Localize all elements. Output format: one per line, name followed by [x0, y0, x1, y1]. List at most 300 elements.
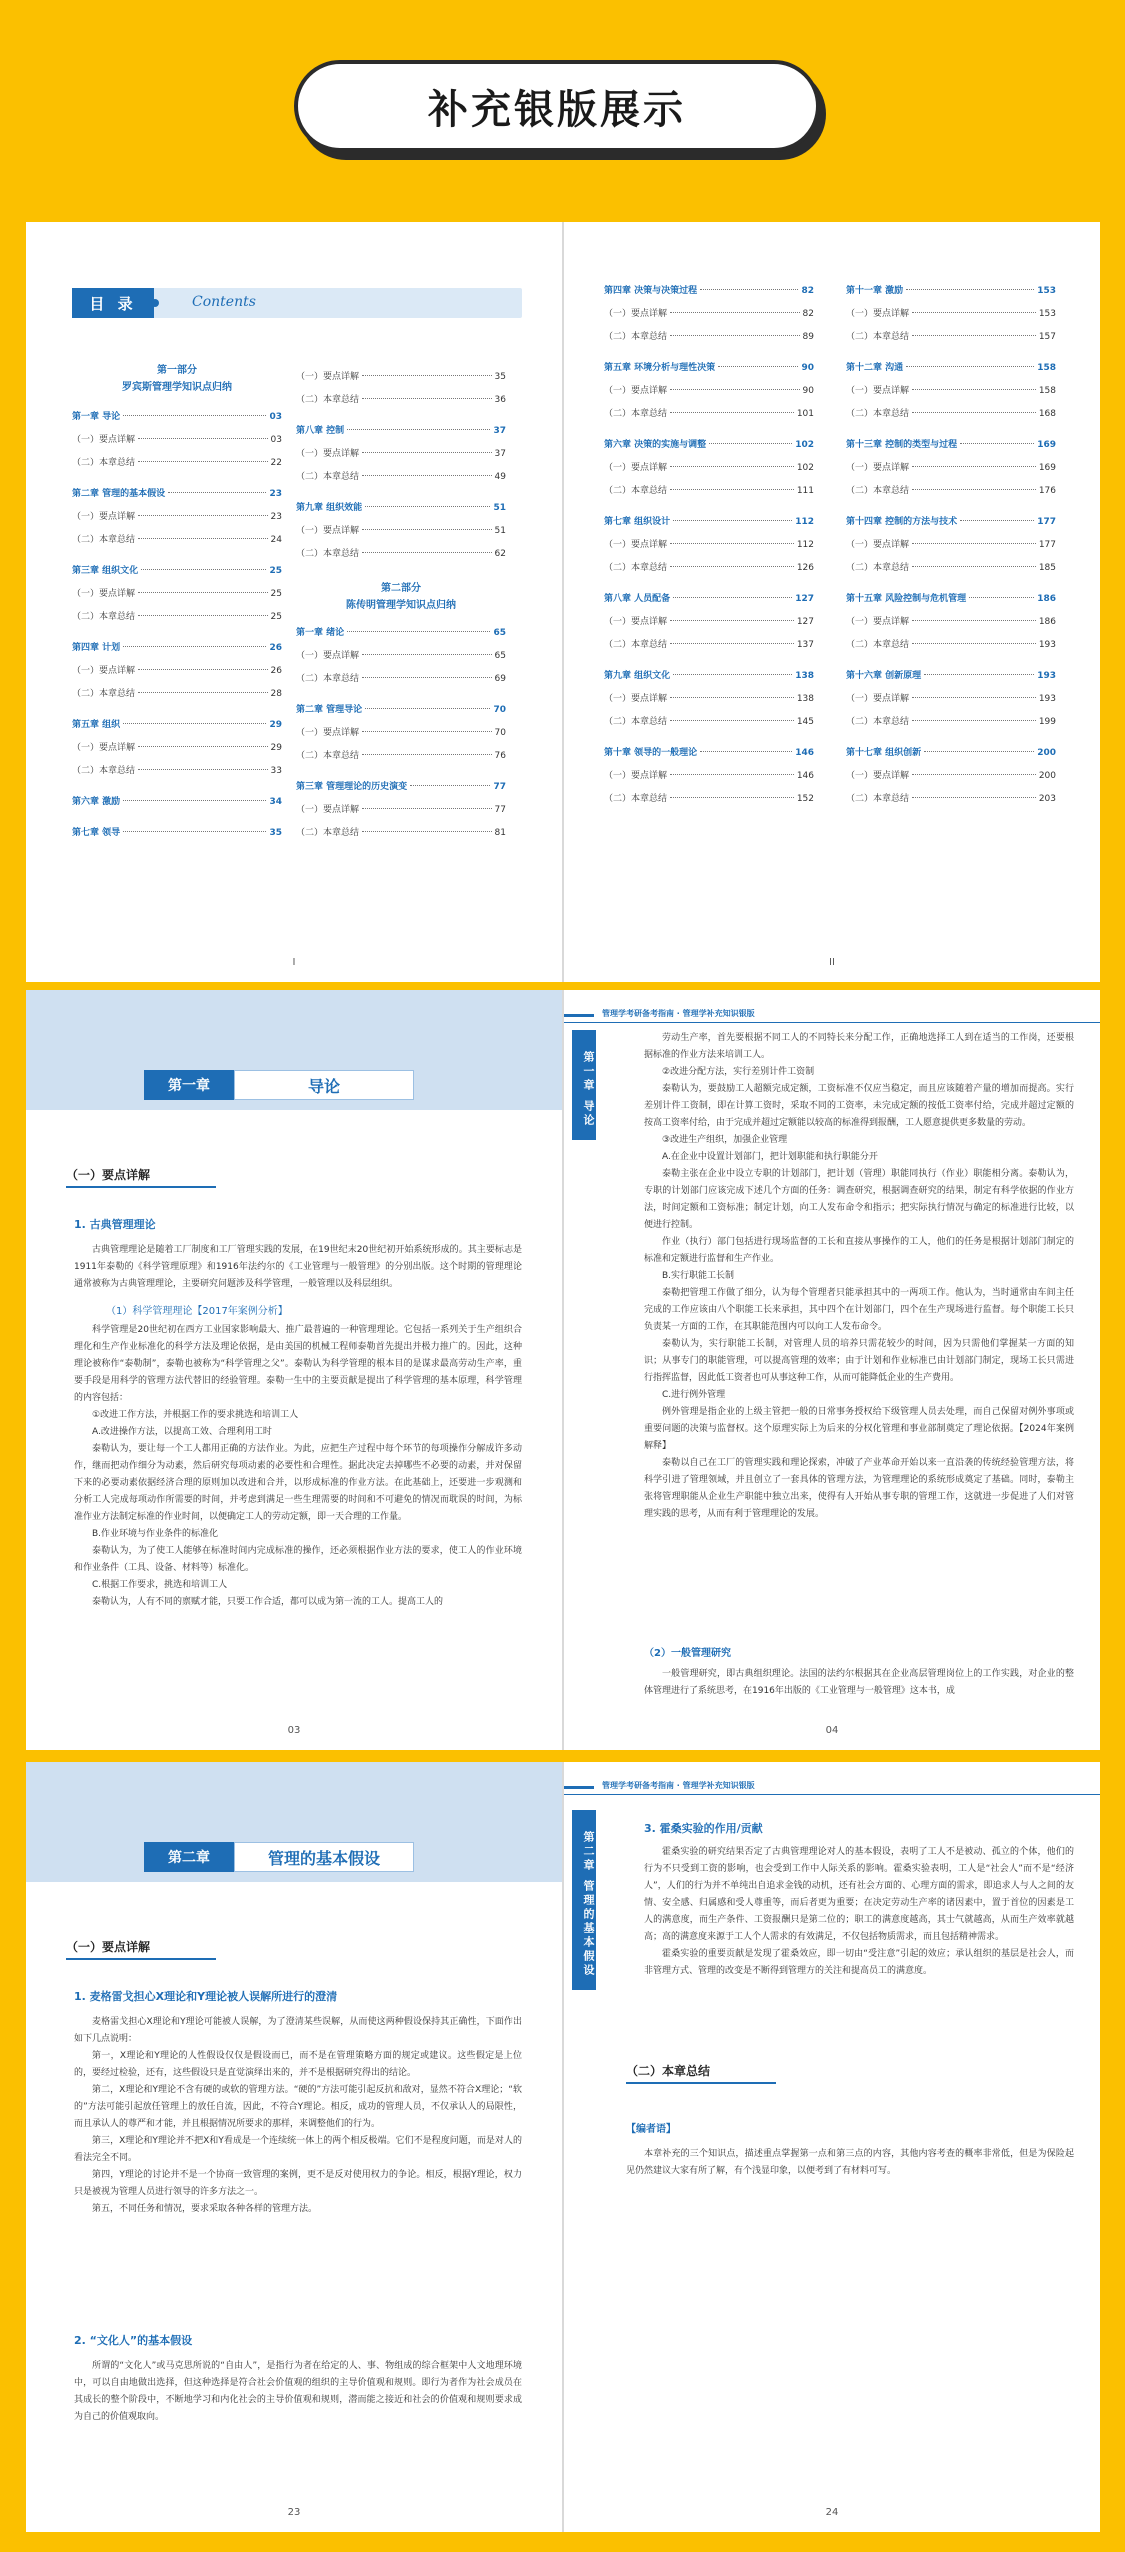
- toc-leader-dots: [912, 620, 1036, 621]
- toc-entry-label: （二）本章总结: [604, 332, 668, 342]
- toc-entry-page: 26: [269, 643, 282, 653]
- toc-entry-page: 26: [270, 666, 282, 676]
- toc-chapter-entry[interactable]: [72, 822, 282, 845]
- subheading: 3. 霍桑实验的作用/贡献: [644, 1822, 763, 1835]
- toc-entry-page: 177: [1038, 540, 1056, 550]
- toc-entry-page: 81: [494, 828, 506, 838]
- toc-entry-page: 29: [270, 743, 282, 753]
- page-number: 24: [825, 2507, 839, 2518]
- toc-entry-label: （一）要点详解: [72, 666, 136, 676]
- toc-subentry[interactable]: [846, 480, 1056, 503]
- toc-entry-page: 200: [1038, 771, 1056, 781]
- toc-leader-dots: [362, 452, 492, 453]
- toc-entry-page: 37: [493, 426, 506, 436]
- toc-entry-label: 第八章 控制: [296, 426, 345, 436]
- toc-leader-dots: [912, 389, 1036, 390]
- toc-leader-dots: [906, 366, 1034, 367]
- toc-subentry[interactable]: [296, 668, 506, 691]
- toc-entry-label: 第七章 组织设计: [604, 517, 671, 527]
- toc-subentry[interactable]: [296, 366, 506, 389]
- toc-en-label: Contents: [192, 294, 256, 310]
- toc-label: 目 录: [72, 288, 154, 318]
- toc-leader-dots: [912, 489, 1036, 490]
- toc-entry-label: （一）要点详解: [604, 694, 668, 704]
- toc-entry-label: （一）要点详解: [604, 386, 668, 396]
- toc-leader-dots: [362, 677, 492, 678]
- toc-entry-label: （一）要点详解: [296, 651, 360, 661]
- toc-leader-dots: [912, 720, 1036, 721]
- toc-leader-dots: [138, 592, 268, 593]
- toc-entry-page: 33: [270, 766, 282, 776]
- toc-subentry[interactable]: [604, 403, 814, 426]
- toc-entry-page: 35: [269, 828, 282, 838]
- toc-subentry[interactable]: [72, 660, 282, 683]
- toc-entry-label: （一）要点详解: [72, 743, 136, 753]
- toc-entry-page: 199: [1038, 717, 1056, 727]
- toc-entry-page: 25: [270, 612, 282, 622]
- toc-entry-page: 22: [270, 458, 282, 468]
- toc-subentry[interactable]: [72, 760, 282, 783]
- toc-entry-page: 89: [802, 332, 814, 342]
- paragraph: 霍桑实验的研究结果否定了古典管理理论对人的基本假设，表明了工人不是被动、孤立的个体，他们的行为不只受到工资的影响，也会受到工作中人际关系的影响。霍桑实验表明，工人是“社会人”而不是“经济人”，人们的行为并不单纯出自追求金钱的动机，还有社会方面的、心理方面的需求，即追求人与人之间的友情、安全感、归属感和受人尊重等，而后者更为重要；在决定劳动生产率的诸因素中，置于首位的因素是工人的满意度，而生产条件、工资报酬只是第二位的；职工的满意度越高，其士气就越高，从而生产效率就越高；高的满意度来源于工人个人需求的有效满足，不仅包括物质需求，而且包括精神需求。 霍桑实验的重要贡献是发现了霍桑效应，即一切由“受注意”引起的效应；承认组织的基层是社会人，而非管理方式、管理的改变是不断得到管理方的关注和提高员工的满意度。: [644, 1847, 1074, 1976]
- toc-leader-dots: [123, 800, 266, 801]
- toc-entry-label: 第一章 导论: [72, 412, 121, 422]
- toc-entry-label: （一）要点详解: [846, 617, 910, 627]
- toc-entry-label: （一）要点详解: [604, 540, 668, 550]
- toc-leader-dots: [123, 723, 266, 724]
- running-header: [564, 1008, 1100, 1020]
- toc-leader-dots: [709, 443, 792, 444]
- toc-entry-page: 153: [1038, 309, 1056, 319]
- toc-subentry[interactable]: [296, 822, 506, 845]
- toc-subentry[interactable]: [604, 380, 814, 403]
- toc-col-1: [72, 362, 282, 845]
- toc-leader-dots: [410, 785, 490, 786]
- toc-entry-page: 35: [494, 372, 506, 382]
- toc-subentry[interactable]: [72, 429, 282, 452]
- toc-entry-label: （一）要点详解: [846, 540, 910, 550]
- toc-entry-label: 第十六章 创新原理: [846, 671, 922, 681]
- toc-entry-page: 152: [796, 794, 814, 804]
- toc-chapter-entry[interactable]: [846, 742, 1056, 765]
- toc-leader-dots: [912, 312, 1036, 313]
- toc-leader-dots: [906, 289, 1034, 290]
- toc-subentry[interactable]: [604, 611, 814, 634]
- toc-chapter-entry[interactable]: [604, 588, 814, 611]
- toc-subentry[interactable]: [604, 634, 814, 657]
- toc-entry-label: （一）要点详解: [846, 463, 910, 473]
- toc-leader-dots: [138, 769, 268, 770]
- section-underline: [626, 2082, 776, 2084]
- toc-subentry[interactable]: [604, 557, 814, 580]
- toc-subentry[interactable]: [846, 403, 1056, 426]
- toc-subentry[interactable]: [72, 737, 282, 760]
- toc-entry-page: 82: [802, 309, 814, 319]
- toc-chapter-entry[interactable]: [604, 665, 814, 688]
- toc-subentry[interactable]: [604, 711, 814, 734]
- toc-entry-page: 168: [1038, 409, 1056, 419]
- toc-entry-page: 36: [494, 395, 506, 405]
- toc-entry-label: 第十章 领导的一般理论: [604, 748, 698, 758]
- toc-col-3: [604, 272, 814, 811]
- toc-entry-page: 03: [270, 435, 282, 445]
- toc-leader-dots: [912, 697, 1036, 698]
- page-number: 04: [825, 1725, 839, 1736]
- toc-entry-label: （二）本章总结: [72, 612, 136, 622]
- toc-entry-label: （二）本章总结: [296, 395, 360, 405]
- toc-leader-dots: [670, 335, 800, 336]
- toc-subentry[interactable]: [604, 534, 814, 557]
- toc-entry-label: （一）要点详解: [296, 805, 360, 815]
- toc-entry-label: （二）本章总结: [72, 535, 136, 545]
- toc-leader-dots: [912, 774, 1036, 775]
- toc-entry-label: （一）要点详解: [72, 512, 136, 522]
- toc-chapter-entry[interactable]: [604, 280, 814, 303]
- toc-leader-dots: [960, 443, 1034, 444]
- toc-subentry[interactable]: [846, 788, 1056, 811]
- toc-entry-page: 34: [269, 797, 282, 807]
- toc-leader-dots: [123, 831, 266, 832]
- toc-leader-dots: [912, 466, 1036, 467]
- toc-leader-dots: [138, 669, 268, 670]
- toc-entry-label: （一）要点详解: [296, 728, 360, 738]
- chapter-side-tab: 第二章 管理的基本假设: [572, 1810, 596, 1990]
- part2-title: 陈传明管理学知识点归纳: [346, 600, 456, 611]
- toc-entry-page: 25: [270, 589, 282, 599]
- subheading-2: （1）科学管理理论【2017年案例分析】: [106, 1306, 288, 1317]
- toc-entry-label: （二）本章总结: [604, 717, 668, 727]
- toc-entry-page: 176: [1038, 486, 1056, 496]
- toc-leader-dots: [670, 389, 800, 390]
- toc-leader-dots: [168, 492, 266, 493]
- part1-heading: 第一部分: [157, 365, 197, 376]
- toc-entry-page: 193: [1037, 671, 1056, 681]
- toc-entry-label: 第十一章 激励: [846, 286, 904, 296]
- toc-entry-page: 112: [795, 517, 814, 527]
- toc-subentry[interactable]: [296, 645, 506, 668]
- toc-entry-page: 28: [270, 689, 282, 699]
- toc-entry-label: （二）本章总结: [296, 549, 360, 559]
- toc-subentry[interactable]: [296, 466, 506, 489]
- toc-entry-page: 127: [795, 594, 814, 604]
- toc-entry-page: 102: [796, 463, 814, 473]
- toc-subentry[interactable]: [846, 303, 1056, 326]
- toc-leader-dots: [362, 398, 492, 399]
- toc-leader-dots: [138, 746, 268, 747]
- toc-entry-label: 第十二章 沟通: [846, 363, 904, 373]
- chapter1-spread: [26, 990, 1100, 1750]
- toc-leader-dots: [362, 475, 492, 476]
- toc-entry-label: （二）本章总结: [604, 409, 668, 419]
- paragraph: 科学管理是20世纪初在西方工业国家影响最大、推广最普遍的一种管理理论。它包括一系列关于生产组织合理化和生产作业标准化的科学方法及理论依据，是由美国的机械工程师泰勒首先提出并极力推广的。因此，这种理论被称作“泰勒制”，泰勒也被称为“科学管理之父”。泰勒认为科学管理的根本目的是谋求最高劳动生产率，重要手段是用科学的管理方法代替旧的经验管理。泰勒一生中的主要贡献是提出了科学管理的基本原理，科学管理的内容包括： ①改进工作方法，并根据工作的要求挑选和培训工人 A.改进操作方法，以提高工效、合理利用工时 泰勒认为，要让每一个工人都用正确的方法作业。为此，应把生产过程中每个环节的每项操作分解成许多动作，继而把动作细分为动素，然后研究每项动素的必要性和合理性。据此决定去掉哪些不必要的动素，并对保留下来的必要动素依据经济合理的原则加以改进和合并，以形成标准的作业方法。在此基础上，还要进一步观测和分析工人完成每项动作所需要的时间，并考虑到满足一些生理需要的时间和不可避免的情况而耽误的时间，为标准作业方法制定标准的作业时间，以便确定工人的劳动定额，即一天合理的工作量。 B.作业环境与作业条件的标准化 泰勒认为，为了使工人能够在标准时间内完成标准的操作，还必须根据作业方法的要求，使工人的作业环境和作业条件（工具、设备、材料等）标准化。 C.根据工作要求，挑选和培训工人 泰勒认为，人有不同的禀赋才能，只要工作合适，都可以成为第一流的工人。提高工人的: [74, 1325, 522, 1607]
- toc-entry-label: 第七章 领导: [72, 828, 121, 838]
- toc-entry-label: （一）要点详解: [846, 771, 910, 781]
- section-heading: （二）本章总结: [626, 2064, 711, 2078]
- toc-entry-page: 70: [493, 705, 506, 715]
- toc-entry-page: 186: [1037, 594, 1056, 604]
- toc-entry-page: 65: [493, 628, 506, 638]
- toc-entry-label: （一）要点详解: [604, 771, 668, 781]
- toc-leader-dots: [670, 566, 794, 567]
- toc-chapter-entry[interactable]: [604, 357, 814, 380]
- toc-leader-dots: [700, 289, 798, 290]
- toc-entry-label: 第八章 人员配备: [604, 594, 671, 604]
- toc-leader-dots: [700, 751, 792, 752]
- toc-leader-dots: [362, 654, 492, 655]
- page-number: 03: [287, 1725, 301, 1736]
- toc-subentry[interactable]: [604, 457, 814, 480]
- toc-entry-label: （一）要点详解: [296, 449, 360, 459]
- toc-subentry[interactable]: [72, 683, 282, 706]
- toc-chapter-entry[interactable]: [296, 776, 506, 799]
- toc-chapter-entry[interactable]: [846, 665, 1056, 688]
- toc-chapter-entry[interactable]: [846, 280, 1056, 303]
- toc-entry-label: （一）要点详解: [72, 589, 136, 599]
- toc-subentry[interactable]: [846, 557, 1056, 580]
- toc-col-2: [296, 366, 506, 845]
- editor-note-heading: 【编者语】: [626, 2124, 676, 2135]
- chapter1-page-right: [564, 990, 1100, 1750]
- toc-entry-label: 第四章 决策与决策过程: [604, 286, 698, 296]
- toc-entry-page: 77: [493, 782, 506, 792]
- toc-leader-dots: [718, 366, 798, 367]
- toc-entry-label: 第十三章 控制的类型与过程: [846, 440, 958, 450]
- toc-leader-dots: [912, 566, 1036, 567]
- toc-subentry[interactable]: [846, 534, 1056, 557]
- section-underline: [66, 1958, 216, 1960]
- toc-leader-dots: [670, 620, 794, 621]
- chapter1-page-left: [26, 990, 562, 1750]
- toc-entry-page: 77: [494, 805, 506, 815]
- toc-leader-dots: [670, 774, 794, 775]
- toc-entry-page: 90: [801, 363, 814, 373]
- toc-chapter-entry[interactable]: [296, 420, 506, 443]
- toc-entry-page: 177: [1037, 517, 1056, 527]
- toc-chapter-entry[interactable]: [296, 699, 506, 722]
- toc-entry-label: 第三章 组织文化: [72, 566, 139, 576]
- toc-entry-label: 第三章 管理理论的历史演变: [296, 782, 408, 792]
- toc-entry-page: 200: [1037, 748, 1056, 758]
- toc-subentry[interactable]: [846, 634, 1056, 657]
- toc-entry-page: 29: [269, 720, 282, 730]
- paragraph: 所谓的“文化人”或马克思所说的“自由人”，是指行为者在给定的人、事、物组成的综合框架中人文地理环境中，可以自由地做出选择，但这种选择是符合社会价值观的组织的主导价值观和规则。即行为者作为社会成员在其成长的整个阶段中，不断地学习和内化社会的主导价值观和规则，潜而能之接近和社会的价值观和规则要求成为自己的价值观取向。: [74, 2361, 522, 2422]
- subheading: 1. 古典管理理论: [74, 1218, 156, 1231]
- toc-entry-label: （二）本章总结: [604, 794, 668, 804]
- paragraph: 麦格雷戈担心X理论和Y理论可能被人误解，为了澄清某些误解，从而使这两种假设保持其正确性，下面作出如下几点说明： 第一，X理论和Y理论的人性假设仅仅是假设而已，而不是在管理策略方面的规定或建议。这些假定是上位的，要经过检验，还有，这些假设只是直觉演绎出来的，并不是根据研究得出的结论。 第二，X理论和Y理论不含有硬的或软的管理方法。“硬的”方法可能引起反抗和敌对，显然不符合X理论；“软的”方法可能引起放任管理上的放任自流，因此，不符合Y理论。相反，成功的管理人员，不仅承认人的局限性，而且承认人的尊严和才能，并且根据情况所要求的那样，来调整他们的行为。 第三，X理论和Y理论并不把X和Y看成是一个连续统一体上的两个相反极端。它们不是程度问题，而是对人的看法完全不同。 第四，Y理论的讨论并不是一个协商一致管理的案例，更不是反对使用权力的争论。相反，根据Y理论，权力只是被视为管理人员进行领导的许多方法之一。 第五，不同任务和情况，要求采取各种各样的管理方法。: [74, 2017, 522, 2214]
- toc-entry-page: 112: [796, 540, 814, 550]
- toc-leader-dots: [362, 831, 492, 832]
- toc-entry-label: （二）本章总结: [604, 486, 668, 496]
- toc-entry-page: 193: [1038, 694, 1056, 704]
- page-number: II: [829, 957, 835, 968]
- toc-leader-dots: [670, 466, 794, 467]
- page-number: I: [292, 957, 296, 968]
- subheading-2: （2）一般管理研究: [644, 1648, 731, 1659]
- paragraph: 古典管理理论是随着工厂制度和工厂管理实践的发展，在19世纪末20世纪初开始系统形成的。其主要标志是1911年泰勒的《科学管理原理》和1916年法约尔的《工业管理与一般管理》的分别出版。这个时期的管理理论通常被称为古典管理理论，主要研究问题涉及科学管理，一般管理以及科层组织。: [74, 1245, 522, 1289]
- toc-leader-dots: [924, 751, 1034, 752]
- toc-leader-dots: [362, 731, 492, 732]
- toc-entry-page: 101: [796, 409, 814, 419]
- toc-entry-label: （一）要点详解: [846, 694, 910, 704]
- toc-leader-dots: [670, 543, 794, 544]
- toc-entry-page: 186: [1038, 617, 1056, 627]
- toc-subentry[interactable]: [846, 611, 1056, 634]
- toc-subentry[interactable]: [846, 711, 1056, 734]
- toc-chapter-entry[interactable]: [72, 483, 282, 506]
- toc-entry-page: 62: [494, 549, 506, 559]
- toc-leader-dots: [912, 335, 1036, 336]
- toc-subentry[interactable]: [296, 543, 506, 566]
- running-header-text: 管理学考研备考指南 · 管理学补充知识银版: [602, 1009, 755, 1018]
- toc-leader-dots: [960, 520, 1034, 521]
- toc-chapter-entry[interactable]: [72, 714, 282, 737]
- toc-entry-label: （二）本章总结: [296, 674, 360, 684]
- toc-entry-label: （二）本章总结: [72, 689, 136, 699]
- toc-entry-page: 138: [796, 694, 814, 704]
- toc-leader-dots: [123, 415, 266, 416]
- toc-chapter-entry[interactable]: [72, 791, 282, 814]
- toc-entry-page: 185: [1038, 563, 1056, 573]
- toc-subentry[interactable]: [296, 799, 506, 822]
- toc-entry-label: （二）本章总结: [604, 640, 668, 650]
- toc-entry-label: （二）本章总结: [846, 717, 910, 727]
- toc-entry-label: 第十七章 组织创新: [846, 748, 922, 758]
- toc-subentry[interactable]: [846, 457, 1056, 480]
- toc-chapter-entry[interactable]: [846, 357, 1056, 380]
- running-header: [564, 1780, 1100, 1792]
- toc-leader-dots: [362, 529, 492, 530]
- toc-chapter-entry[interactable]: [846, 511, 1056, 534]
- toc-entry-page: 158: [1038, 386, 1056, 396]
- chapter-tag: 第一章: [144, 1070, 234, 1100]
- toc-entry-page: 153: [1037, 286, 1056, 296]
- toc-subentry[interactable]: [604, 326, 814, 349]
- toc-entry-page: 138: [795, 671, 814, 681]
- toc-entry-page: 24: [270, 535, 282, 545]
- toc-entry-label: 第六章 决策的实施与调整: [604, 440, 707, 450]
- toc-chapter-entry[interactable]: [296, 622, 506, 645]
- toc-entry-page: 25: [269, 566, 282, 576]
- banner-title: 补充银版展示: [294, 60, 820, 152]
- chapter-title: 导论: [234, 1070, 414, 1100]
- paragraph: 劳动生产率，首先要根据不同工人的不同特长来分配工作，正确地选择工人到在适当的工作岗，还要根据标准的作业方法来培训工人。 ②改进分配方法，实行差别计件工资制 泰勒认为，要鼓励工人超额完成定额，工资标准不仅应当稳定，而且应该随着产量的增加而提高。实行差别计件工资制，即在计算工资时，采取不同的工资率，未完成定额的按低工资率付给，完成并超过定额的按高工资率付给，由于完成并超过定额能以较高的标准得到报酬，工人愿意提供更多数量的劳动。 ③改进生产组织，加强企业管理 A.在企业中设置计划部门，把计划职能和执行职能分开 泰勒主张在企业中设立专职的计划部门，把计划（管理）职能同执行（作业）职能相分离。泰勒认为，专职的计划部门应该完成下述几个方面的任务：调查研究，根据调查研究的结果，制定有科学依据的作业方法，时间定额和工资标准；制定计划，向工人发布命令和指示；把实际执行情况与确定的标准进行比较，以便进行控制。 作业（执行）部门包括进行现场监督的工长和直接从事操作的工人，他们的任务是根据计划部门制定的标准和定额进行监督和生产作业。 B.实行职能工长制 泰勒把管理工作做了细分，认为每个管理者只能承担其中的一两项工作。他认为，当时通常由车间主任完成的工作应该由八个职能工长来承担，其中四个在计划部门，四个在生产现场进行监督。每个职能工长只负责某一方面的工作，在其职能范围内可以向工人发布命令。 泰勒认为，实行职能工长制，对管理人员的培养只需花较少的时间，因为只需他们掌握某一方面的知识；从事专门的职能管理，可以提高管理的效率；由于计划和作业标准已由计划部门制定，现场工长只需进行指挥监督，因此低工资者也可从事这种工作，从而可能降低企业的生产费用。 C.进行例外管理 例外管理是指企业的上级主管把一般的日常事务授权给下级管理人员去处理，而自己保留对例外事项或重要问题的决策与监督权。这个原理实际上为后来的分权化管理和事业部制奠定了理论依据。【2024年案例解释】 泰勒以自己在工厂的管理实践和理论探索，冲破了产业革命开始以来一直沿袭的传统经验管理方法，将科学引进了管理领域，并且创立了一套具体的管理方法，为管理理论的系统形成奠定了基础。同时，泰勒主张将管理职能从企业生产职能中独立出来，使得有人开始从事专职的管理工作，这就进一步促进了人们对管理实践的思考，从而有利于管理理论的发展。: [644, 1033, 1074, 1519]
- toc-leader-dots: [141, 569, 266, 570]
- toc-entry-label: （二）本章总结: [846, 640, 910, 650]
- toc-chapter-entry[interactable]: [296, 497, 506, 520]
- toc-subentry[interactable]: [296, 722, 506, 745]
- subheading: 2. “文化人”的基本假设: [74, 2334, 193, 2347]
- toc-entry-label: （二）本章总结: [604, 563, 668, 573]
- toc-entry-label: 第六章 激励: [72, 797, 121, 807]
- toc-leader-dots: [138, 438, 268, 439]
- toc-subentry[interactable]: [604, 303, 814, 326]
- toc-leader-dots: [362, 375, 492, 376]
- toc-leader-dots: [912, 543, 1036, 544]
- toc-chapter-entry[interactable]: [604, 511, 814, 534]
- toc-entry-label: 第四章 计划: [72, 643, 121, 653]
- toc-entry-label: 第一章 绪论: [296, 628, 345, 638]
- toc-subentry[interactable]: [296, 389, 506, 412]
- toc-subentry[interactable]: [72, 606, 282, 629]
- toc-subentry[interactable]: [846, 380, 1056, 403]
- toc-chapter-entry[interactable]: [846, 588, 1056, 611]
- toc-entry-label: 第九章 组织文化: [604, 671, 671, 681]
- toc-entry-page: 126: [796, 563, 814, 573]
- toc-subentry[interactable]: [296, 520, 506, 543]
- toc-entry-label: （一）要点详解: [296, 526, 360, 536]
- toc-entry-page: 158: [1037, 363, 1056, 373]
- toc-leader-dots: [347, 429, 490, 430]
- chapter2-page-right: [564, 1762, 1100, 2532]
- toc-entry-page: 137: [796, 640, 814, 650]
- toc-entry-label: （一）要点详解: [846, 309, 910, 319]
- page-number: 23: [287, 2507, 301, 2518]
- toc-entry-label: （一）要点详解: [604, 309, 668, 319]
- toc-subentry[interactable]: [72, 529, 282, 552]
- toc-entry-label: （二）本章总结: [72, 766, 136, 776]
- toc-chapter-entry[interactable]: [72, 406, 282, 429]
- toc-leader-dots: [912, 797, 1036, 798]
- section-heading: （一）要点详解: [66, 1940, 151, 1954]
- toc-entry-page: 82: [801, 286, 814, 296]
- toc-entry-page: 37: [494, 449, 506, 459]
- toc-entry-page: 111: [796, 486, 814, 496]
- toc-leader-dots: [969, 597, 1034, 598]
- toc-subentry[interactable]: [846, 765, 1056, 788]
- toc-leader-dots: [924, 674, 1034, 675]
- toc-subentry[interactable]: [604, 480, 814, 503]
- toc-subentry[interactable]: [296, 443, 506, 466]
- toc-leader-dots: [138, 615, 268, 616]
- toc-chapter-entry[interactable]: [604, 434, 814, 457]
- toc-entry-page: 90: [802, 386, 814, 396]
- toc-entry-page: 203: [1038, 794, 1056, 804]
- toc-chapter-entry[interactable]: [72, 560, 282, 583]
- toc-leader-dots: [362, 552, 492, 553]
- toc-subentry[interactable]: [846, 326, 1056, 349]
- toc-chapter-entry[interactable]: [604, 742, 814, 765]
- toc-entry-page: 169: [1037, 440, 1056, 450]
- toc-subentry[interactable]: [604, 688, 814, 711]
- toc-leader-dots: [670, 643, 794, 644]
- toc-entry-page: 102: [795, 440, 814, 450]
- toc-subentry[interactable]: [72, 506, 282, 529]
- toc-entry-page: 49: [494, 472, 506, 482]
- toc-subentry[interactable]: [72, 583, 282, 606]
- toc-leader-dots: [912, 643, 1036, 644]
- toc-chapter-entry[interactable]: [846, 434, 1056, 457]
- toc-chapter-entry[interactable]: [72, 637, 282, 660]
- part1-title: 罗宾斯管理学知识点归纳: [122, 382, 232, 393]
- toc-col-4: [846, 272, 1056, 811]
- toc-subentry[interactable]: [296, 745, 506, 768]
- toc-header: [72, 288, 522, 318]
- toc-subentry[interactable]: [604, 788, 814, 811]
- toc-entry-page: 03: [269, 412, 282, 422]
- toc-entry-label: 第二章 管理导论: [296, 705, 363, 715]
- toc-subentry[interactable]: [604, 765, 814, 788]
- toc-leader-dots: [347, 631, 490, 632]
- toc-entry-page: 69: [494, 674, 506, 684]
- toc-subentry[interactable]: [72, 452, 282, 475]
- toc-leader-dots: [123, 646, 266, 647]
- toc-leader-dots: [673, 597, 792, 598]
- toc-entry-page: 23: [269, 489, 282, 499]
- toc-leader-dots: [670, 797, 794, 798]
- toc-leader-dots: [912, 412, 1036, 413]
- toc-subentry[interactable]: [846, 688, 1056, 711]
- toc-entry-label: （一）要点详解: [296, 372, 360, 382]
